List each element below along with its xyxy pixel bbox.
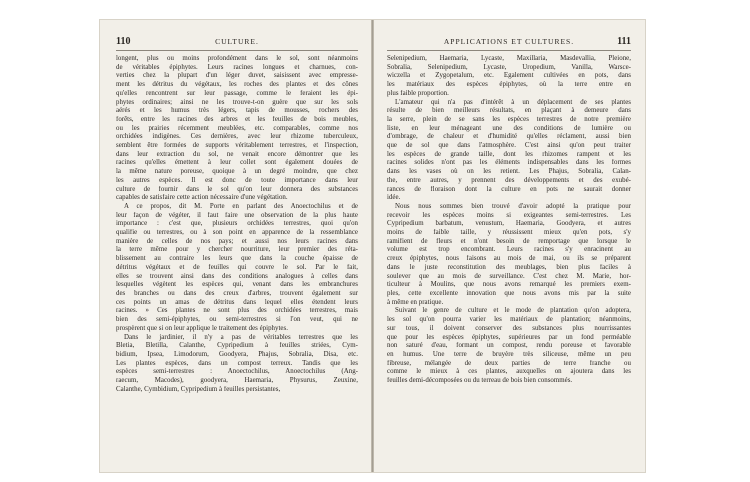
text-line: soulever que au mois de surveillance. C'est chez M. Marie, hor- xyxy=(387,272,631,280)
text-line: racines. » Ces plantes ne sont plus des orchidées terrestres, mais xyxy=(116,307,358,315)
left-page-body xyxy=(116,55,358,394)
text-line: blissement au contraire les leurs que dans la couche épaisse de xyxy=(116,255,358,263)
left-page-number: 110 xyxy=(116,36,131,47)
text-line: que pour les espèces épiphytes, supérieures par un fond perméable xyxy=(387,333,631,341)
text-line: bien des semi-épiphytes, ou semi-terrestres si l'on veut, qui ne xyxy=(116,316,358,324)
right-page-number: 111 xyxy=(617,36,631,47)
text-line: aérés et les humus très légers, tapis de mousses, rochers des xyxy=(116,107,358,115)
text-line: creux épiphytes, nous faisons au mois de mai, ou ils se préparent xyxy=(387,255,631,263)
text-line: Selenipedium, Haemaria, Lycaste, Maxillaria, Masdevallia, Pleione, xyxy=(387,55,631,62)
text-line: liste, en leur ménageant une des conditions de lumière ou xyxy=(387,124,631,132)
text-line: d'ombrage, de chaleur et d'humidité qu'elles réclament, aussi bien xyxy=(387,133,631,141)
text-line: plus faible proportion. xyxy=(387,89,449,97)
text-line: L'amateur qui n'a pas d'intérêt à un déplacement de ses plantes xyxy=(395,98,631,106)
text-line: ces points un amas de détritus dans lequel elles étendent leurs xyxy=(116,298,358,306)
text-line: Nous nous sommes bien trouvé d'avoir adopté la pratique pour xyxy=(395,202,631,210)
text-line: importance : c'est que, plusieurs orchidées terrestres, quoi qu'on xyxy=(116,220,358,228)
text-line: la serre, plein de se sans les espèces terrestres de notre première xyxy=(387,115,631,123)
text-line: longent, plus ou moins profondément dans le sol, sont néanmoins xyxy=(116,55,358,62)
text-line: Dans le jardinier, il n'y a pas de véritables terrestres que les xyxy=(124,333,358,341)
text-line: recevoir les espèces moins si exigeantes semi-terrestres. Les xyxy=(387,211,631,219)
text-line: la même nature poreuse, quoique à un degré moindre, que chez xyxy=(116,168,358,176)
left-page xyxy=(100,20,372,472)
text-line: les sol qu'on pourra varier les matériaux de plantation; néanmoins, xyxy=(387,316,631,324)
text-line: bidium, Ipsea, Limodorum, Goodyera, Phajus, Sobralia, Disa, etc. xyxy=(116,350,358,358)
text-line: sur tous, il doivent conserver des substances plus nourrissantes xyxy=(387,324,631,332)
text-line: dans les vases où on les retient. Les Phajus, Sobralia, Calan- xyxy=(387,168,631,176)
text-line: lesquelles végètent les espèces qui, venant dans les embranchures xyxy=(116,281,358,289)
text-line: les espèces de grande taille, dont les rhizomes rampent et les xyxy=(387,150,631,158)
text-line: en humus. Une terre de bruyère très siliceuse, même un peu xyxy=(387,350,631,358)
text-line: ment les détritus du végétaux, les roches des plantes et des cônes xyxy=(116,81,358,89)
text-line: phytes ordinaires; ainsi ne les trouve-t-on guère que sur les sols xyxy=(116,98,358,106)
text-line: résulte de bien meilleurs résultats, en plaçant à demeure dans xyxy=(387,107,631,115)
text-line: volume est trop encombrant. Leurs racines s'y enracinent au xyxy=(387,246,631,254)
text-line: qu'elles rencontrent sur leur passage, comme le feraient les épi- xyxy=(116,89,358,97)
text-line: ou les prairies récemment meublées, etc. comparables, comme nos xyxy=(116,124,358,132)
text-line: les matériaux des espèces épiphytes, où la terre entre en xyxy=(387,81,631,89)
text-line: elles se trouvent ainsi dans des conditions analogues à celles dans xyxy=(116,272,358,280)
text-line: manière de celles de nos pays; et aussi nos leurs racines dans xyxy=(116,237,358,245)
text-line: ticulteur à Moulins, que nous avons remarqué les premiers exem- xyxy=(387,281,631,289)
text-line: Bletia, Bletilla, Calanthe, Cypripedium à feuilles striées, Cym- xyxy=(116,342,358,350)
text-line: des branches ou dans des creux d'arbres, trouvent également sur xyxy=(116,289,358,297)
text-line: leur façon de végéter, il faut faire une observation de la plus haute xyxy=(116,211,358,219)
text-line: détritus végétaux et de feuilles qui couvre le sol. Par le fait, xyxy=(116,263,358,271)
text-line: raecum, Macodes), goodyera, Haemaria, Physurus, Zeuxine, xyxy=(116,377,358,385)
text-line: Suivant le genre de culture et le mode de plantation qu'on adoptera, xyxy=(395,307,631,315)
left-running-head xyxy=(116,36,358,51)
book-spread xyxy=(100,20,645,472)
text-line: ramifient de fleurs et n'ont besoin de remportage que lorsque le xyxy=(387,237,631,245)
text-line: racines solides n'ont pas les éléments indispensables dans les formes xyxy=(387,159,631,167)
text-line: capables de satisfaire cette action nécessaire d'une végétation. xyxy=(116,194,288,202)
text-line: à même en pratique. xyxy=(387,298,444,306)
text-line: verties chez la plupart d'un léger duvet, saisissent avec empresse- xyxy=(116,72,358,80)
text-line: wiczella et Zygopetalum, etc. Également cultivées en pots, dans xyxy=(387,72,631,80)
text-line: idée. xyxy=(387,194,401,202)
text-line: que de sol que dans l'atmosphère. C'est ainsi qu'on peut traiter xyxy=(387,142,631,150)
text-line: forêts, entre les racines des arbres et les feuilles de bois meubles, xyxy=(116,115,358,123)
text-line: fibreuse, mélangée de deux parties de terre franche ou xyxy=(387,359,631,367)
text-line: les autres espèces. Il est donc de toute importance dans leur xyxy=(116,176,358,184)
text-line: la terre même pour y chercher nourriture, leur premier des réta- xyxy=(116,246,358,254)
text-line: Calanthe, Cymbidium, Cypripedium à feuilles persistantes, xyxy=(116,385,281,393)
text-line: comme le mieux à ces plantes, auxquelles on ajoutera dans les xyxy=(387,368,631,376)
text-line: dans leur extraction du sol, ne venait encore démontrer que les xyxy=(116,150,358,158)
text-line: racines qu'elles émettent à leur collet sont également douées de xyxy=(116,159,358,167)
text-line: Les plantes espèces, dans un compost terreux. Tandis que les xyxy=(116,359,358,367)
text-line: moins de faible taille, y réussissent mieux qu'en pots, s'y xyxy=(387,229,631,237)
right-running-head xyxy=(387,36,631,51)
text-line: feuilles demi-décomposées ou du terreau de bois bien consommés. xyxy=(387,377,573,385)
text-line: espèces semi-terrestres : Anoectochilus, Anoectochilus (Ang- xyxy=(116,368,358,376)
text-line: de véritables épiphytes. Leurs racines longues et charnues, con- xyxy=(116,63,358,71)
right-page xyxy=(373,20,645,472)
text-line: culture de fournir dans le sol qu'on leur donnera des substances xyxy=(116,185,358,193)
text-line: dans le juste reconstitution des meublages, bien plus faciles à xyxy=(387,263,631,271)
text-line: rances de floraison dont la culture en pots ne saurait donner xyxy=(387,185,631,193)
text-line: Cypripedium barbatum, venustum, Haemaria, Goodyera, et autres xyxy=(387,220,631,228)
text-line: ples, cette excellente innovation que nous avons mis par la suite xyxy=(387,289,631,297)
text-line: prospèrent que si on leur applique le traitement des épiphytes. xyxy=(116,324,288,332)
text-line: non saturé d'eau, formant un compost, rendu poreuse et favorable xyxy=(387,342,631,350)
text-line: A ce propos, dit M. Porte en parlant des Anoectochilus et de xyxy=(124,202,358,210)
right-page-body xyxy=(387,55,631,386)
text-line: Sobralia, Selenipedium, Lycaste, Uropedium, Vanilla, Warsce- xyxy=(387,63,631,71)
text-line: qualifie ou terrestres, ou à son point en apparence de la ressemblance xyxy=(116,229,358,237)
text-line: semblent être formées de supports véritablement terrestres, et l'inspection, xyxy=(116,142,358,150)
right-running-title: APPLICATIONS ET CULTURES. xyxy=(443,37,575,46)
text-line: orchidées indigènes. Ces dernières, avec leur rhizome tuberculeux, xyxy=(116,133,358,141)
left-running-title: CULTURE. xyxy=(215,37,259,46)
text-line: the, entre autres, y prennent des développements et des exubé- xyxy=(387,176,631,184)
